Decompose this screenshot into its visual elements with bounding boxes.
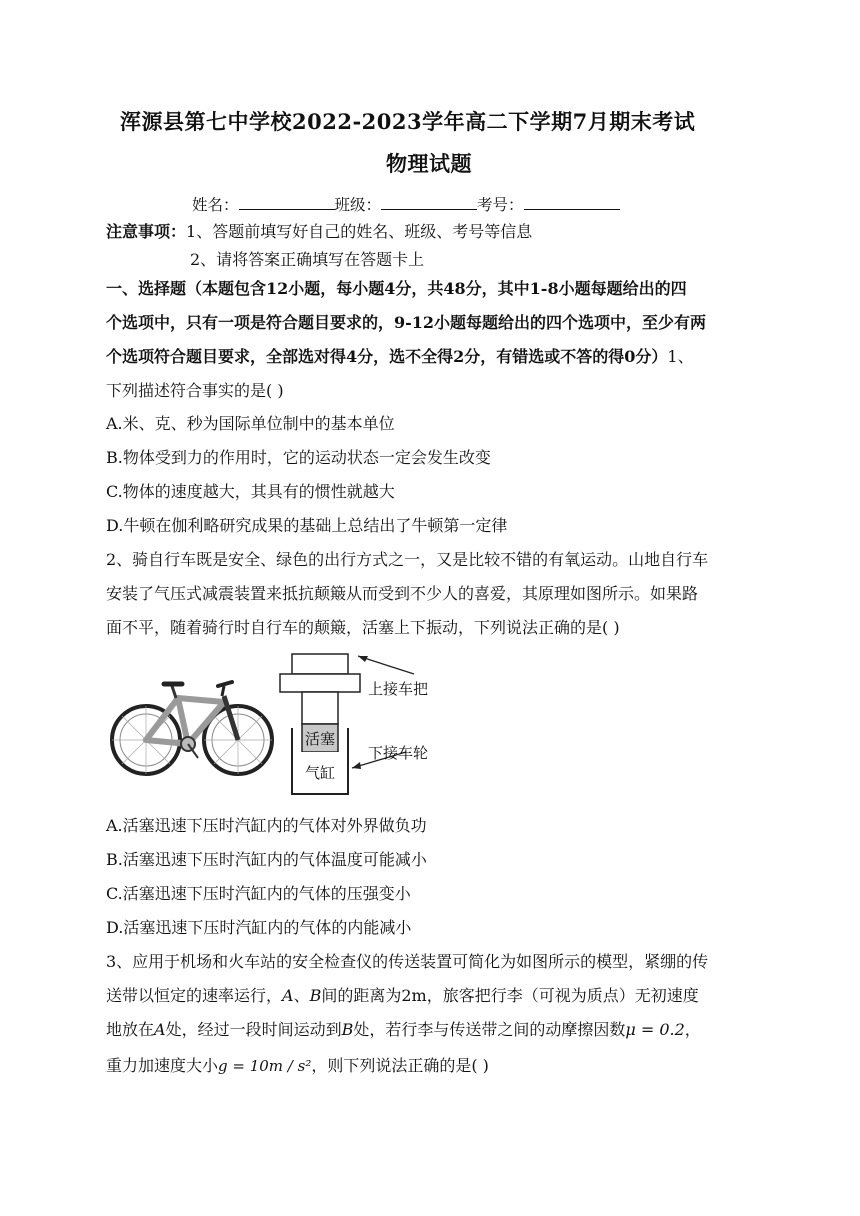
handle-bar-plate <box>280 674 360 692</box>
q3-line2-a: 送带以恒定的速率运行， <box>106 986 283 1005</box>
section1-line2: 个选项中，只有一项是符合题目要求的，9-12小题每题给出的四个选项中，至少有两 <box>106 313 707 332</box>
section1-line3 <box>106 344 694 367</box>
notice-row-1 <box>106 219 532 242</box>
point-b-label-2: B <box>341 1020 354 1039</box>
piston-label: 活塞 <box>304 730 336 748</box>
q1-stem: 下列描述符合事实的是( ) <box>106 381 284 400</box>
number-label: 考号： <box>477 196 524 214</box>
point-a-label-2: A <box>154 1020 166 1039</box>
number-blank[interactable] <box>524 195 620 210</box>
top-arrow-label: 上接车把 <box>368 680 429 698</box>
bottom-arrow-label: 下接车轮 <box>368 744 429 762</box>
exam-subtitle: 物理试题 <box>386 151 472 176</box>
point-a-label: A <box>282 986 294 1005</box>
exam-title: 浑源县第七中学校2022-2023学年高二下学期7月期末考试 <box>120 109 696 134</box>
q3-line4-b: ，则下列说法正确的是( ) <box>311 1056 489 1075</box>
class-blank[interactable] <box>381 195 477 210</box>
q3-line3 <box>106 1017 701 1040</box>
q2-option-d[interactable]: D.活塞迅速下压时汽缸内的气体的内能减小 <box>106 918 412 937</box>
q2-option-c[interactable]: C.活塞迅速下压时汽缸内的气体的压强变小 <box>106 884 411 903</box>
q1-number: 1、 <box>667 347 694 366</box>
q3-line2-c: 间的距离为2m，旅客把行李（可视为质点）无初速度 <box>321 986 699 1005</box>
notice-item-1: 1、答题前填写好自己的姓名、班级、考号等信息 <box>186 222 533 241</box>
q3-line3-b: 处，经过一段时间运动到 <box>165 1020 342 1039</box>
q3-line3-end: ， <box>684 1020 701 1039</box>
q3-line1: 3、应用于机场和火车站的安全检查仪的传送装置可简化为如图所示的模型，紧绷的传 <box>106 952 709 971</box>
q1-option-b[interactable]: B.物体受到力的作用时，它的运动状态一定会发生改变 <box>106 448 491 467</box>
q3-line4 <box>106 1053 489 1076</box>
q2-line3: 面不平，随着骑行时自行车的颠簸，活塞上下振动，下列说法正确的是( ) <box>106 618 620 637</box>
bottom-arrow-head <box>352 762 361 769</box>
friction-formula: μ = 0.2 <box>625 1020 685 1039</box>
notice-label: 注意事项： <box>106 222 187 241</box>
top-arrow-head <box>358 656 368 662</box>
q2-figure <box>106 648 466 800</box>
bicycle-shock-diagram <box>106 648 466 800</box>
q2-option-b[interactable]: B.活塞迅速下压时汽缸内的气体温度可能减小 <box>106 850 427 869</box>
section1-line1: 一、选择题（本题包含12小题，每小题4分，共48分，其中1-8小题每题给出的四 <box>106 279 687 298</box>
name-label: 姓名： <box>192 196 239 214</box>
q1-option-c[interactable]: C.物体的速度越大，其具有的惯性就越大 <box>106 482 395 501</box>
point-b-label: B <box>309 986 322 1005</box>
q3-line2-b: 、 <box>293 986 310 1005</box>
q2-line1: 2、骑自行车既是安全、绿色的出行方式之一，又是比较不错的有氧运动。山地自行车 <box>106 550 709 569</box>
q2-option-a[interactable]: A.活塞迅速下压时汽缸内的气体对外界做负功 <box>106 816 427 835</box>
class-label: 班级： <box>334 196 382 214</box>
bicycle-image <box>112 682 272 774</box>
q2-line2: 安装了气压式减震装置来抵抗颠簸从而受到不少人的喜爱，其原理如图所示。如果路 <box>106 584 699 603</box>
q3-line2 <box>106 983 699 1006</box>
notice-item-2: 2、请将答案正确填写在答题卡上 <box>190 250 425 269</box>
section1-line3-bold: 个选项符合题目要求，全部选对得4分，选不全得2分，有错选或不答的得0分） <box>106 347 668 366</box>
shock-absorber-diagram <box>280 654 428 794</box>
gravity-formula: g = 10m / s² <box>218 1057 312 1075</box>
piston-rod <box>302 692 338 724</box>
q1-option-d[interactable]: D.牛顿在伽利略研究成果的基础上总结出了牛顿第一定律 <box>106 516 508 535</box>
q3-line3-a: 地放在 <box>106 1020 155 1039</box>
cylinder-label: 气缸 <box>304 764 336 782</box>
student-info-row <box>192 193 620 215</box>
name-blank[interactable] <box>239 195 335 210</box>
top-cap <box>292 654 348 674</box>
q3-line3-c: 处，若行李与传送带之间的动摩擦因数 <box>353 1020 626 1039</box>
q1-option-a[interactable]: A.米、克、秒为国际单位制中的基本单位 <box>106 414 395 433</box>
q3-line4-a: 重力加速度大小 <box>106 1056 219 1075</box>
